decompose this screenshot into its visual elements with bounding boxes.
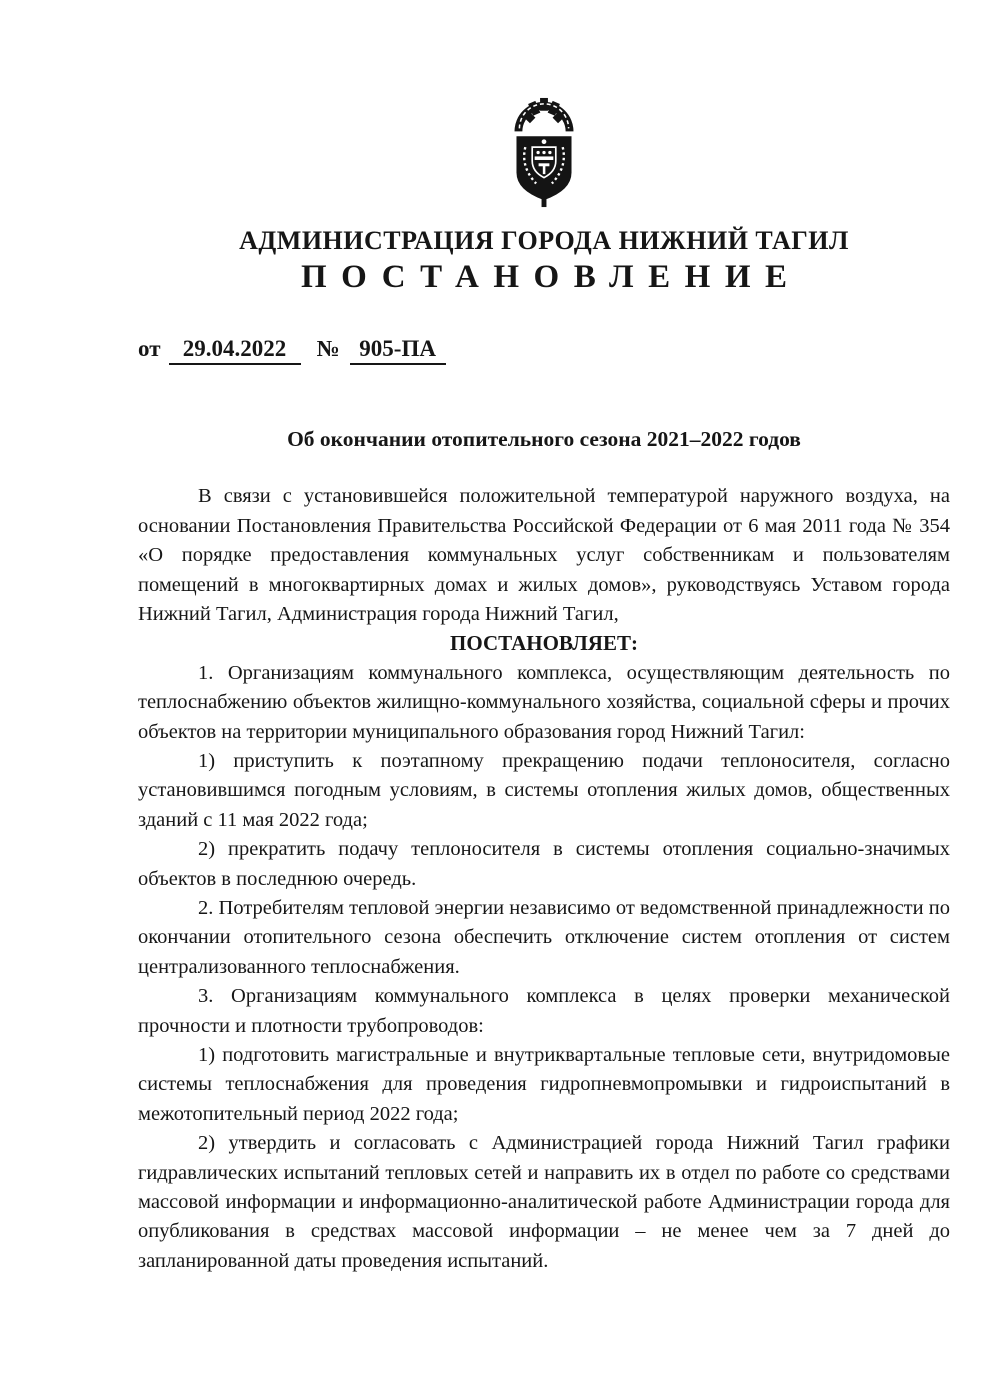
body-paragraph: 3. Организациям коммунального комплекса в целях проверки механической прочности и плотности трубопроводов: [138, 985, 950, 1037]
organization-name: АДМИНИСТРАЦИЯ ГОРОДА НИЖНИЙ ТАГИЛ [239, 226, 849, 255]
paragraph-list [138, 659, 950, 1277]
document-body [138, 482, 950, 1276]
body-paragraph: 1) подготовить магистральные и внутриквартальные тепловые сети, внутридомовые системы теплоснабжения для проведения гидропневмопромывки и гидроиспытаний в межотопительный период 2022 года; [138, 1044, 950, 1125]
date-number-line [138, 336, 950, 365]
document-number: 905-ПА [350, 336, 446, 365]
date-prefix-label: от [138, 336, 161, 361]
coat-of-arms-icon [506, 96, 582, 210]
coat-of-arms [138, 0, 950, 210]
body-paragraph: 2) прекратить подачу теплоносителя в системы отопления социально-значимых объектов в последнюю очередь. [138, 838, 950, 890]
document-title: Об окончании отопительного сезона 2021–2022 годов [287, 427, 801, 452]
body-paragraph: 2. Потребителям тепловой энергии независимо от ведомственной принадлежности по окончании отопительного сезона обеспечить отключение систем отопления от систем централизованного теплоснабжения. [138, 896, 950, 978]
body-paragraph: 1) приступить к поэтапному прекращению подачи теплоносителя, согласно установившимся погодным условиям, в системы отопления жилых домов, общественных зданий с 11 мая 2022 года; [138, 749, 950, 831]
body-paragraph: 2) утвердить и согласовать с Администрацией города Нижний Тагил графики гидравлических испытаний тепловых сетей и направить их в отдел по работе со средствами массовой информации и информационно-аналитической работе Администрации города для опубликования в средствах массовой информации – не менее чем за 7 дней до запланированной даты проведения испытаний. [138, 1132, 950, 1272]
intro-paragraph: В связи с установившейся положительной температурой наружного воздуха, на основании Постановления Правительства Российской Федерации от 6 мая 2011 года № 354 «О порядке предоставления коммунальных услуг собственникам и пользователям помещений в многоквартирных домах и жилых домов», руководствуясь Уставом города Нижний Тагил, Администрация города Нижний Тагил, [138, 485, 950, 625]
number-sign: № [316, 336, 340, 361]
document-type-heading: ПОСТАНОВЛЕНИЕ [300, 259, 802, 295]
document-date: 29.04.2022 [169, 336, 301, 365]
body-paragraph: 1. Организациям коммунального комплекса, осуществляющим деятельность по теплоснабжению объектов жилищно-коммунального хозяйства, социальной сферы и прочих объектов на территории муниципального образования город Нижний Тагил: [138, 661, 950, 743]
resolves-heading: ПОСТАНОВЛЯЕТ: [450, 631, 638, 656]
